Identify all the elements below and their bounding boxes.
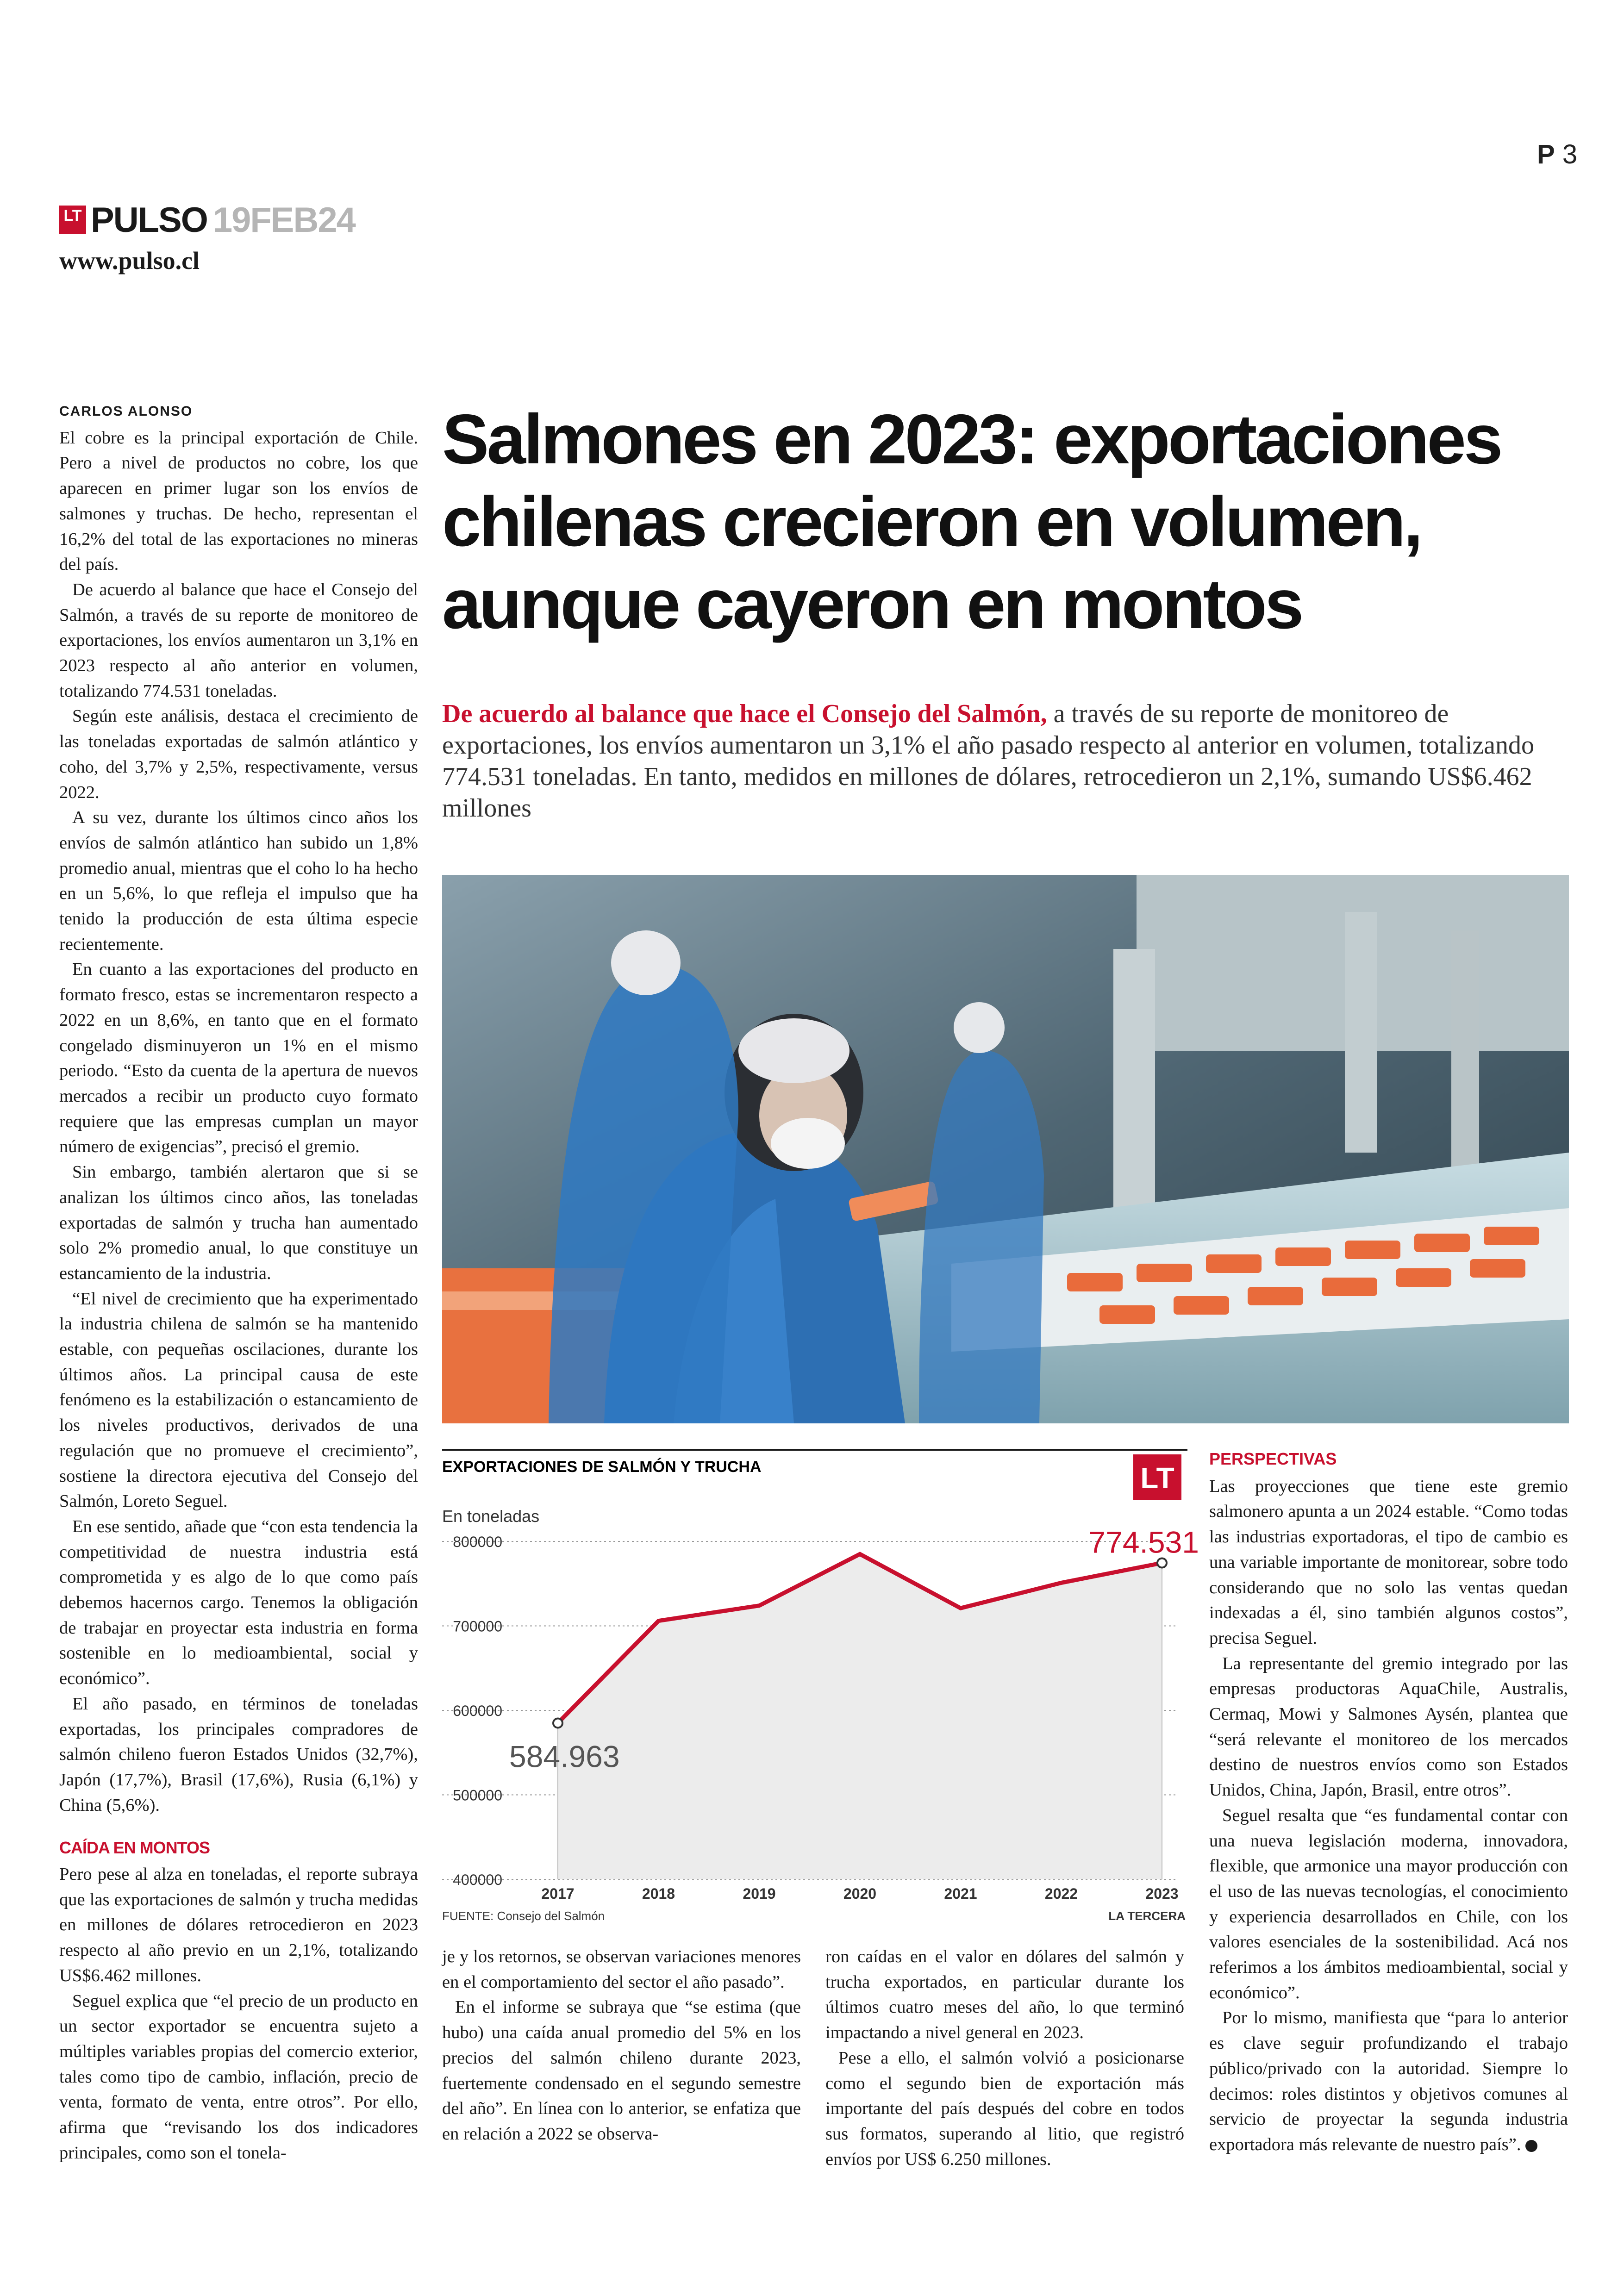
x-tick-label: 2019 bbox=[743, 1885, 776, 1902]
edition-date: 19FEB24 bbox=[212, 200, 355, 240]
first-value-label: 584.963 bbox=[509, 1739, 620, 1774]
article-column-2 bbox=[442, 1944, 801, 2147]
paragraph: Seguel resalta que “es fundamental contar con una nueva legislación moderna, innovadora, flexible, que armonice una mayor producción con el uso de las nuevas tecnologías, el conocimiento y experiencia desarrollados en Chile, con los valores esenciales de la sostenibilidad. Acá nos referimos a los ámbitos medioambiental, social y económico”. bbox=[1209, 1805, 1568, 2002]
article-column-4 bbox=[1209, 1447, 1568, 2158]
chart-title: EXPORTACIONES DE SALMÓN Y TRUCHA bbox=[442, 1458, 762, 1476]
paragraph: El año pasado, en términos de toneladas exportadas, los principales compradores de salmón chileno fueron Estados Unidos (32,7%), Japón (17,7%), Brasil (17,6%), Rusia (6,1%) y China (5,6%). bbox=[59, 1694, 418, 1815]
paragraph: En el informe se subraya que “se estima (que hubo) una caída anual promedio del 5% en los precios del salmón chileno durante 2023, fuertemente condensado en el segundo semestre del año”. En línea con lo anterior, se enfatiza que en relación a 2022 se observa- bbox=[442, 1997, 801, 2144]
la-tercera-logo: LT bbox=[59, 206, 86, 234]
subhead-perspectivas: PERSPECTIVAS bbox=[1209, 1449, 1337, 1468]
subhead-caida-en-montos: CAÍDA EN MONTOS bbox=[59, 1838, 210, 1858]
paragraph bbox=[1209, 2005, 1568, 2157]
x-tick-label: 2022 bbox=[1044, 1885, 1078, 1902]
chart-canvas bbox=[442, 1444, 1199, 1930]
data-point bbox=[1157, 1558, 1167, 1567]
y-tick-label: 600000 bbox=[453, 1703, 502, 1719]
last-value-label: 774.531 bbox=[1088, 1525, 1199, 1559]
paragraph: ron caídas en el valor en dólares del salmón y trucha exportados, en particular durante los últimos cuatro meses del año, lo que terminó impactando a nivel general en 2023. bbox=[825, 1947, 1184, 2043]
headline: Salmones en 2023: exportaciones chilenas crecieron en volumen, aunque cayeron en montos bbox=[442, 400, 1501, 643]
byline: CARLOS ALONSO bbox=[59, 404, 193, 419]
paragraph: Sin embargo, también alertaron que si se analizan los últimos cinco años, las toneladas exportadas de salmón y trucha han aumentado solo 2% promedio anual, lo que constituye un estancamiento de la industria. bbox=[59, 1162, 418, 1283]
page-number: P 3 bbox=[1537, 139, 1578, 169]
chart-source: FUENTE: Consejo del Salmón bbox=[442, 1909, 605, 1923]
salmon-processing-plant-photo bbox=[442, 875, 1569, 1423]
paragraph: Pese a ello, el salmón volvió a posicionarse como el segundo bien de exportación más importante del país después del cobre en todos sus formatos, superando al litio, que registró envíos por US$ 6.250 millones. bbox=[825, 2048, 1184, 2169]
article-column-3 bbox=[825, 1944, 1184, 2172]
paragraph: Las proyecciones que tiene este gremio salmonero apunta a un 2024 estable. “Como todas las industrias exportadoras, el tipo de cambio es una variable importante de monitorear, sobre todo considerando que no solo las ventas quedan indexadas a él, sino también algunos costos”, precisa Seguel. bbox=[1209, 1476, 1568, 1648]
chart-area-fill bbox=[558, 1554, 1162, 1879]
x-tick-label: 2020 bbox=[843, 1885, 877, 1902]
website-link[interactable]: www.pulso.cl bbox=[59, 247, 200, 274]
article-column-1 bbox=[59, 399, 418, 2166]
paragraph: je y los retornos, se observan variaciones menores en el comportamiento del sector el año pasado”. bbox=[442, 1947, 801, 1992]
y-tick-label: 400000 bbox=[453, 1871, 502, 1888]
chart-credit: LA TERCERA bbox=[1108, 1909, 1186, 1923]
paragraph: Pero pese al alza en toneladas, el reporte subraya que las exportaciones de salmón y trucha medidas en millones de dólares retrocedieron en 2023 respecto al año previo en un 2,1%, totalizando US$6.462 millones. bbox=[59, 1865, 418, 1985]
lead-text: a través de su reporte de monitoreo de exportaciones, los envíos aumentaron un 3,1% el año pasado respecto al anterior en volumen, totalizando 774.531 toneladas. En tanto, medidos en millones de dólares, retrocedieron un 2,1%, sumando US$6.462 millones bbox=[442, 699, 1535, 823]
paragraph: En ese sentido, añade que “con esta tendencia la competitividad de nuestra industria está comprometida y es algo de lo que como país debemos hacernos cargo. Tenemos la obligación de trabajar en proyectar esta industria en forma sostenible en lo medioambiental, social y económico”. bbox=[59, 1516, 418, 1689]
section-name: PULSO bbox=[91, 200, 207, 240]
paragraph: A su vez, durante los últimos cinco años los envíos de salmón atlántico han subido un 1,8% promedio anual, mientras que el coho lo ha hecho en un 5,6%, lo que refleja el impulso que ha tenido la producción de esta última especie recientemente. bbox=[59, 808, 418, 954]
lead-paragraph bbox=[442, 698, 1567, 824]
lt-badge-text: LT bbox=[1140, 1461, 1174, 1495]
chart-unit-label: En toneladas bbox=[442, 1507, 540, 1526]
paragraph: Según este análisis, destaca el crecimiento de las toneladas exportadas de salmón atlántico y coho, del 3,7% y 2,5%, respectivamente, versus 2022. bbox=[59, 706, 418, 802]
exports-line-chart bbox=[442, 1444, 1199, 1930]
y-tick-label: 500000 bbox=[453, 1787, 502, 1804]
y-tick-label: 700000 bbox=[453, 1618, 502, 1635]
paragraph: El cobre es la principal exportación de Chile. Pero a nivel de productos no cobre, los que aparecen en primer lugar son los envíos de salmones y truchas. De hecho, representan el 16,2% del total de las exportaciones no mineras del país. bbox=[59, 428, 418, 574]
paragraph: Seguel explica que “el precio de un producto en un sector exportador se encuentra sujeto a múltiples variables propias del comercio exterior, tales como tipo de cambio, inflación, precio de venta, formato de venta, entre otros”. Por ello, afirma que “revisando los dos indicadores principales, como son el tonela- bbox=[59, 1991, 418, 2163]
masthead bbox=[59, 199, 355, 241]
paragraph: “El nivel de crecimiento que ha experimentado la industria chilena de salmón se ha mantenido estable, con pequeñas oscilaciones, durante los últimos años. La principal causa de este fenómeno es la estabilización o estancamiento de los niveles productivos, derivados de una regulación que no promueve el crecimiento”, sostiene la directora ejecutiva del Consejo del Salmón, Loreto Seguel. bbox=[59, 1289, 418, 1511]
paragraph-text: Por lo mismo, manifiesta que “para lo anterior es clave seguir profundizando el trabajo público/privado con la autoridad. Siempre lo decimos: roles distintos y objetivos comunes al servicio de proyectar la segunda industria exportadora más relevante de nuestro país”. bbox=[1209, 2008, 1568, 2154]
x-tick-label: 2021 bbox=[944, 1885, 977, 1902]
lead-highlight: De acuerdo al balance que hace el Consejo del Salmón, bbox=[442, 699, 1047, 728]
paragraph: La representante del gremio integrado por las empresas productoras AquaChile, Australis, Cermaq, Mowi y Salmones Aysén, plantea que “será relevante el monitoreo de los mercados destino de nuestros envíos como son Estados Unidos, China, Japón, Brasil, entre otros”. bbox=[1209, 1653, 1568, 1800]
paragraph: En cuanto a las exportaciones del producto en formato fresco, estas se incrementaron respecto a 2022 en un 8,6%, en tanto que en el formato congelado disminuyeron un 1% en el mismo periodo. “Esto da cuenta de la apertura de nuevos mercados a recibir un producto cuyo formato requiere que las empresas cumplan un mayor número de exigencias”, precisó el gremio. bbox=[59, 960, 418, 1157]
end-of-article-icon bbox=[1525, 2140, 1537, 2152]
x-tick-label: 2018 bbox=[642, 1885, 675, 1902]
y-tick-label: 800000 bbox=[453, 1534, 502, 1550]
x-tick-label: 2023 bbox=[1145, 1885, 1179, 1902]
data-point bbox=[553, 1718, 562, 1727]
paragraph: De acuerdo al balance que hace el Consejo del Salmón, a través de su reporte de monitoreo de exportaciones, los envíos aumentaron un 3,1% en 2023 respecto al año anterior en volumen, totalizando 774.531 toneladas. bbox=[59, 580, 418, 701]
x-tick-label: 2017 bbox=[541, 1885, 575, 1902]
